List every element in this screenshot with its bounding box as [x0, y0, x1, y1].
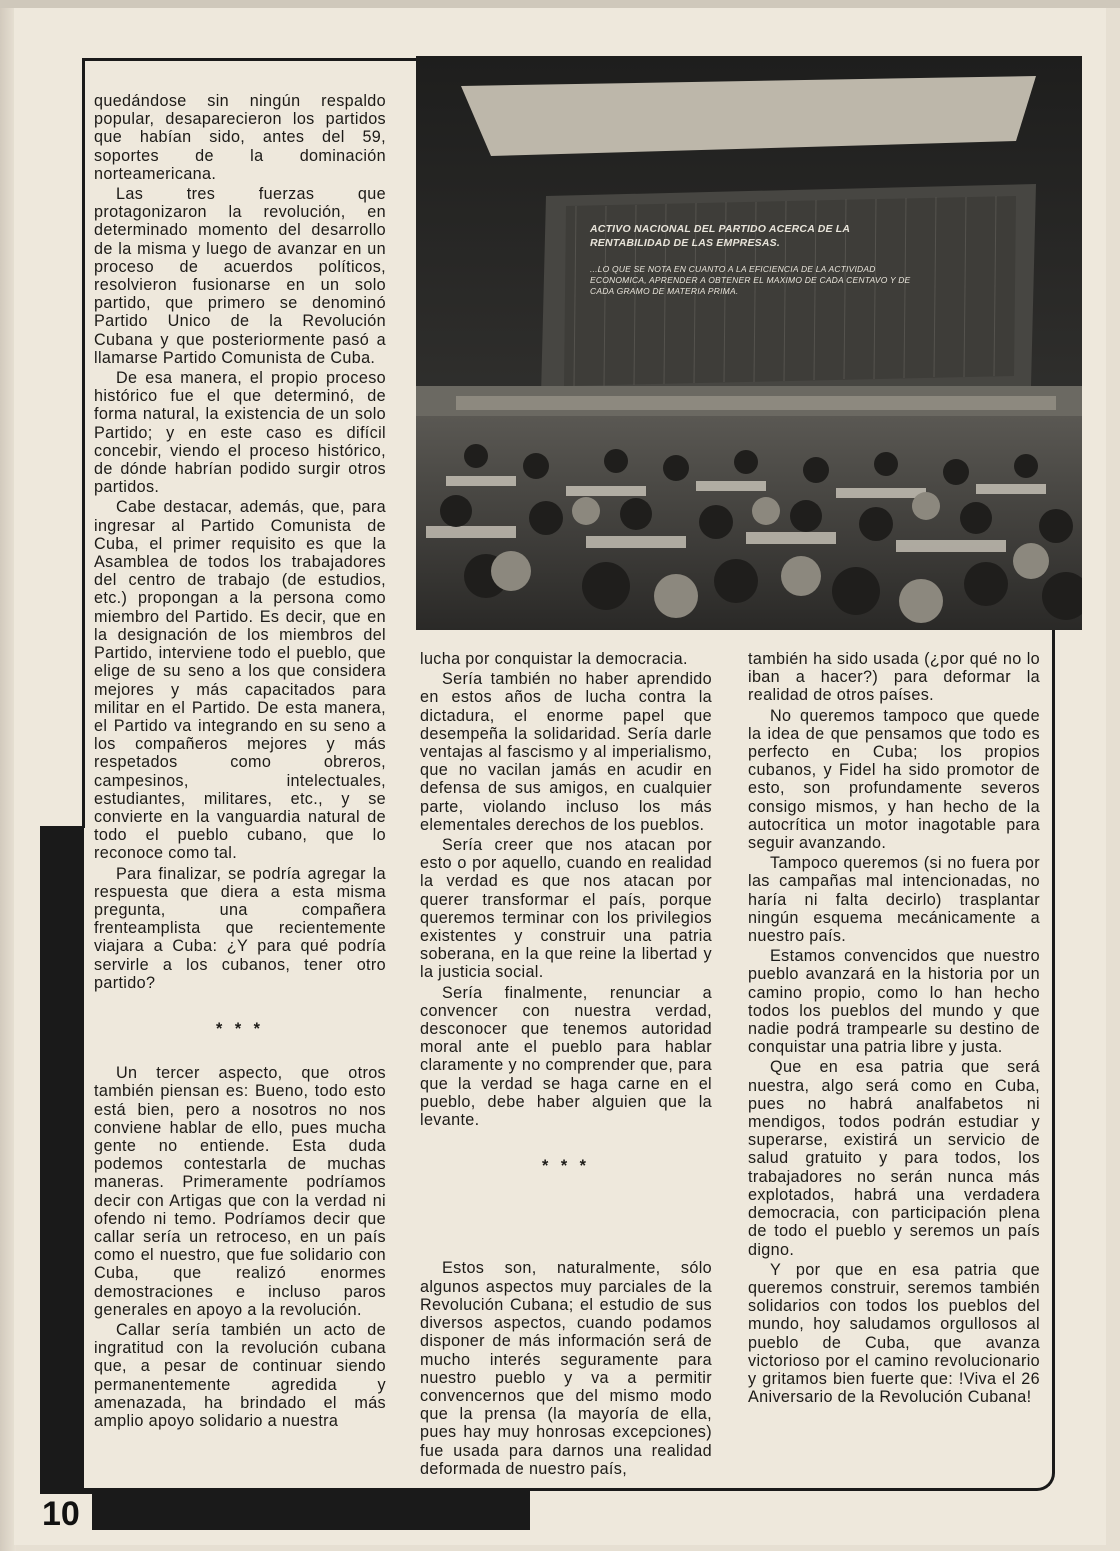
page-number: 10 — [42, 1495, 80, 1533]
paragraph: Que en esa patria que será nuestra, algo será como en Cuba, pues no habrá analfabetos ni mendigos, todos podrán estudiar y superarse, existirá un servicio de salud gratuito y para todos, los trabajadores no serán nunca más explotados, habrá una verdadera democracia, con participación plena de todo el pueblo y seremos un país digno. — [748, 1058, 1040, 1259]
section-separator: * * * — [542, 1157, 590, 1176]
paragraph: Estos son, naturalmente, sólo algunos aspectos muy parciales de la Revolución Cubana; el estudio de sus diversos aspectos, cuando podamos disponer de más información será de mucho interés seguramente para nuestro pueblo y va a permitir convencernos que del mismo modo que la prensa (la mayoría de ella, pues hay muy honrosas excepciones) fue usada para darnos una realidad deformada de nuestro país, — [420, 1259, 712, 1478]
paragraph: Estamos convencidos que nuestro pueblo avanzará en la historia por un camino propio, como lo han hecho todos los pueblos del mundo y que nadie podrá trampearle su destino de conquistar una patria libre y justa. — [748, 947, 1040, 1057]
article-column-3 — [748, 650, 1040, 1406]
paragraph: Para finalizar, se podría agregar la respuesta que diera a esta misma pregunta, una compañera frenteamplista que recientemente viajara a Cuba: ¿Y para qué podría servirle a los cubanos, tener otro partido? — [94, 864, 386, 992]
article-column-1 — [94, 92, 386, 1430]
paragraph: Y por que en esa patria que queremos construir, seremos también solidarios con todos los pueblos del mundo, hoy saludamos orgullosos al pueblo de Cuba, que avanza victorioso por el camino revolucionario y gritamos bien fuerte que: !Viva el 26 Aniversario de la Revolución Cubana! — [748, 1260, 1040, 1407]
paragraph: quedándose sin ningún respaldo popular, desaparecieron los partidos que habían sido, antes del 59, soportes de la dominación norteamericana. — [94, 92, 386, 183]
frame-bottom-bar — [40, 1488, 530, 1530]
paragraph: Las tres fuerzas que protagonizaron la revolución, en determinado momento del desarrollo de la misma y luego de avanzar en un proceso de acuerdos políticos, resolvieron fusionarse en un solo partido, que primero se denominó Partido Unico de la Revolución Cubana y que posteriormente pasó a llamarse Partido Comunista de Cuba. — [94, 185, 386, 367]
column-gap — [420, 1201, 712, 1259]
paragraph: De esa manera, el propio proceso histórico fue el que determinó, de forma natural, la existencia de un solo Partido; y en este caso es difícil concebir, viendo el proceso histórico, de dónde habrían podido surgir otros partidos. — [94, 369, 386, 497]
assembly-photo-drawing — [416, 56, 1082, 630]
paragraph: Tampoco queremos (si no fuera por las campañas mal intencionadas, no haría ni falta decirlo) trasplantar ningún esquema mecánicamente a nuestro país. — [748, 854, 1040, 946]
photo-screen-caption — [590, 222, 920, 297]
assembly-photo — [416, 56, 1082, 630]
paragraph: Sería también no haber aprendido en estos años de lucha contra la dictadura, el enorme papel que desempeña la solidaridad. Sería darle ventajas al fascismo y al imperialismo, que no vacilan jamás en acudir en defensa de sus amigos, en cualquier parte, violando incluso los más elementales derechos de los pueblos. — [420, 670, 712, 834]
screen-title: ACTIVO NACIONAL DEL PARTIDO ACERCA DE LA RENTABILIDAD DE LAS EMPRESAS. — [590, 223, 850, 249]
frame-left-bar — [40, 826, 84, 1530]
article-column-2 — [420, 650, 712, 1478]
screen-quote: ...LO QUE SE NOTA EN CUANTO A LA EFICIENCIA DE LA ACTIVIDAD ECONOMICA, APRENDER A OBTENER EL MAXIMO DE CADA CENTAVO Y DE CADA GRAMO DE MATERIA PRIMA. — [590, 264, 911, 296]
section-separator: * * * — [216, 1019, 264, 1038]
top-shadow — [0, 0, 1120, 8]
paragraph: lucha por conquistar la democracia. — [420, 650, 688, 668]
paragraph: No queremos tampoco que quede la idea de que pensamos que todo es perfecto en Cuba; los propios cubanos, y Fidel ha sido promotor de esto, son profundamente severos consigo mismos, y han hecho de la autocrítica un motor inagotable para seguir avanzando. — [748, 706, 1040, 853]
paragraph: Un tercer aspecto, que otros también piensan es: Bueno, todo esto está bien, pero a nosotros no nos conviene hablar de ello, pues mucha gente no entiende. Esta duda podemos contestarla de muchas maneras. Primeramente podríamos decir con Artigas que con la verdad ni ofendo ni temo. Podríamos decir que callar sería un retroceso, en un país como el nuestro, que fue solidario con Cuba, que realizó enormes demostraciones e incluso paros generales en apoyo a la revolución. — [94, 1064, 386, 1319]
paragraph: Sería finalmente, renunciar a convencer con nuestra verdad, desconocer que tenemos autoridad moral ante el pueblo para hablar claramente y no comprender que, para que la verdad se haga carne en el pueblo, debe haber alguien que la levante. — [420, 983, 712, 1130]
paragraph: Sería creer que nos atacan por esto o por aquello, cuando en realidad la verdad es que nos atacan por querer transformar el país, porque queremos terminar con los privilegios existentes y construir una patria soberana, en la que reine la libertad y la justicia social. — [420, 836, 712, 982]
paragraph: Callar sería también un acto de ingratitud con la revolución cubana que, a pesar de continuar siendo permanentemente agredida y amenazada, ha brindado el más amplio apoyo solidario a nuestra — [94, 1321, 386, 1431]
paragraph: Cabe destacar, además, que, para ingresar al Partido Comunista de Cuba, el primer requisito es que la Asamblea de todos los trabajadores del centro de trabajo (de estudios, etc.) propongan a la persona como miembro del Partido. Es decir, que en la designación de los miembros del Partido, interviene todo el pueblo, que elige de su seno a los que considera mejores y más capacitados para militar en el Partido. De esta manera, el Partido va integrando en su seno a los compañeros mejores y más respetados como obreros, campesinos, intelectuales, estudiantes, militares, etc., y se convierte en la vanguardia natural de todo el pueblo cubano, que lo reconoce como tal. — [94, 498, 386, 863]
paragraph: también ha sido usada (¿por qué no lo iban a hacer?) para deformar la realidad de otros países. — [748, 650, 1040, 705]
